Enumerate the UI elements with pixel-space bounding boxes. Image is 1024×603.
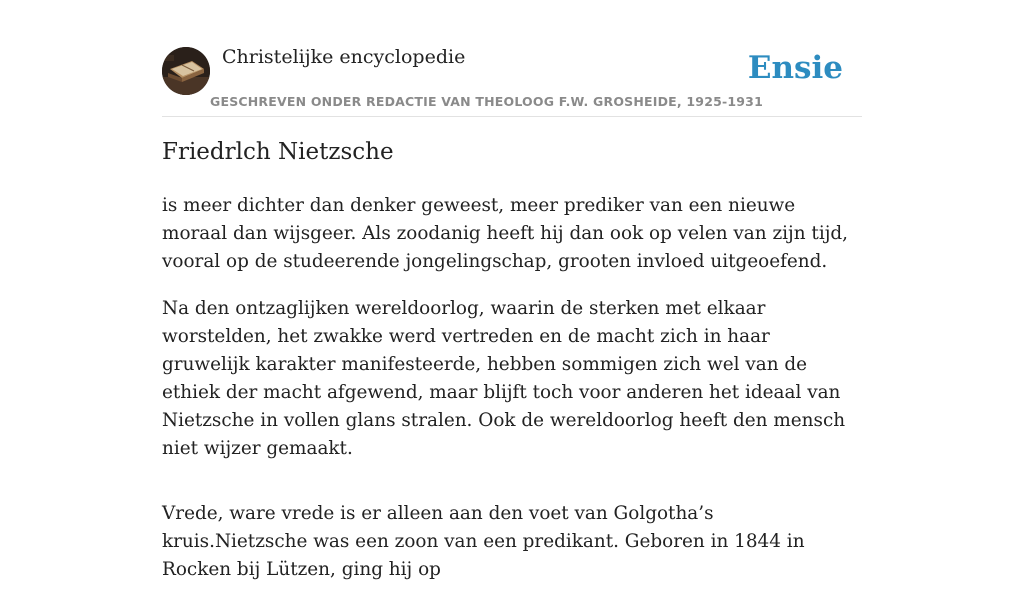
article-paragraph: is meer dichter dan denker geweest, meer prediker van een nieuwe moraal dan wijsgeer. Als zoodanig heeft hij dan ook op velen van zijn tijd, vooral op de studeerende jongelingschap, grooten invloed uitgeoefend. <box>162 195 849 272</box>
article-paragraph: Na den ontzaglijken wereldoorlog, waarin de sterken met elkaar worstelden, het zwakke werd vertreden en de macht zich in haar gruwelijk karakter manifesteerde, hebben sommigen zich wel van de ethiek der macht afgewend, maar blijft toch voor anderen het ideaal van Nietzsche in vollen glans stralen. Ook de wereldoorlog heeft den mensch niet wijzer gemaakt. <box>162 298 846 459</box>
site-header <box>162 0 862 117</box>
book-photo-icon[interactable] <box>162 47 210 95</box>
article-body <box>162 192 862 603</box>
article-paragraph: Vrede, ware vrede is er alleen aan den voet van Golgotha’s kruis.Nietzsche was een zoon van een predikant. Geboren in 1844 in Rocken bij Lützen, ging hij op <box>162 503 805 580</box>
page-container <box>162 0 862 580</box>
site-name[interactable]: Christelijke encyclopedie <box>222 46 466 68</box>
ensie-logo-link[interactable]: Ensie <box>747 50 843 86</box>
article-title: Friedrlch Nietzsche <box>162 139 394 165</box>
site-subtitle: GESCHREVEN ONDER REDACTIE VAN THEOLOOG F.W. GROSHEIDE, 1925-1931 <box>210 94 763 109</box>
